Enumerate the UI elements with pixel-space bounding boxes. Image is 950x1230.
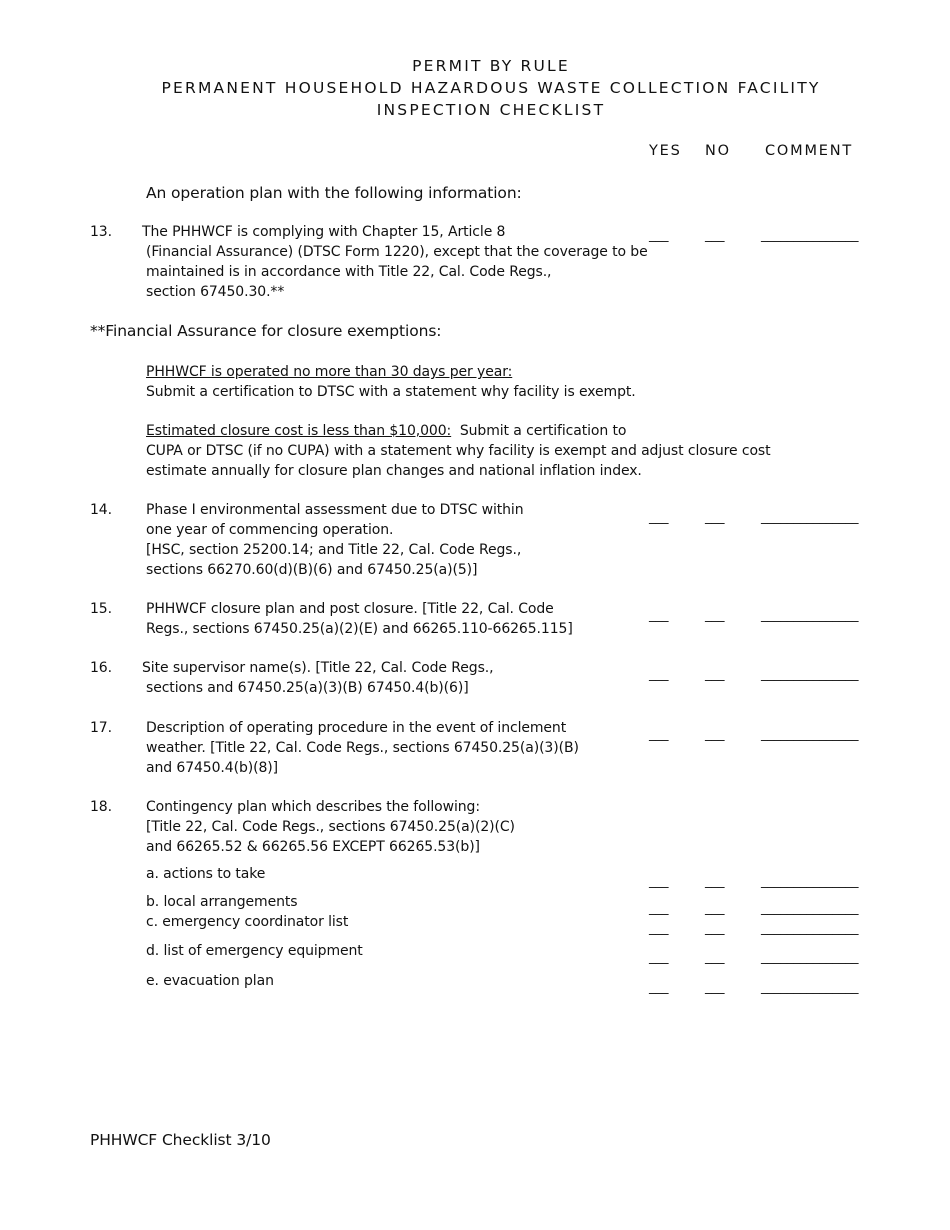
column-no-header: NO [705, 143, 731, 159]
item-18-number: 18. [90, 799, 112, 815]
item-17-line-1: Description of operating procedure in the event of inclement [146, 720, 567, 736]
column-yes-header: YES [649, 143, 682, 159]
item-18e-label: e. evacuation plan [146, 973, 274, 989]
item-13-number: 13. [90, 224, 112, 240]
item-18a-comment-blank[interactable]: _______________ [761, 874, 859, 889]
item-13-line-3: maintained is in accordance with Title 22, Cal. Code Regs., [146, 264, 552, 280]
item-16-no-blank[interactable]: ___ [705, 667, 725, 682]
item-18c-yes-blank[interactable]: ___ [649, 921, 669, 936]
item-13-line-1: The PHHWCF is complying with Chapter 15, Article 8 [142, 224, 506, 240]
item-16-line-2: sections and 67450.25(a)(3)(B) 67450.4(b)(6)] [146, 680, 469, 696]
exemption-2-line-3: estimate annually for closure plan changes and national inflation index. [146, 463, 642, 479]
item-13-comment-blank[interactable]: _______________ [761, 228, 859, 243]
item-13-no-blank[interactable]: ___ [705, 228, 725, 243]
item-17-line-3: and 67450.4(b)(8)] [146, 760, 278, 776]
item-18b-yes-blank[interactable]: ___ [649, 901, 669, 916]
item-16-number: 16. [90, 660, 112, 676]
item-18d-label: d. list of emergency equipment [146, 943, 363, 959]
exemption-2-condition: Estimated closure cost is less than $10,000: [146, 423, 452, 439]
item-15-comment-blank[interactable]: _______________ [761, 608, 859, 623]
item-17-yes-blank[interactable]: ___ [649, 727, 669, 742]
page-footer: PHHWCF Checklist 3/10 [90, 1131, 271, 1149]
item-18-line-3: and 66265.52 & 66265.56 EXCEPT 66265.53(b)] [146, 839, 480, 855]
item-18c-label: c. emergency coordinator list [146, 914, 349, 930]
item-15-yes-blank[interactable]: ___ [649, 608, 669, 623]
item-13-line-4: section 67450.30.** [146, 284, 285, 300]
item-18d-no-blank[interactable]: ___ [705, 950, 725, 965]
exemption-2-line-1 [146, 421, 626, 441]
item-18d-comment-blank[interactable]: _______________ [761, 950, 859, 965]
item-17-line-2: weather. [Title 22, Cal. Code Regs., sections 67450.25(a)(3)(B) [146, 740, 579, 756]
intro-text: An operation plan with the following information: [146, 184, 522, 202]
item-17-number: 17. [90, 720, 112, 736]
item-18e-comment-blank[interactable]: _______________ [761, 980, 859, 995]
item-15-no-blank[interactable]: ___ [705, 608, 725, 623]
item-18a-yes-blank[interactable]: ___ [649, 874, 669, 889]
item-18e-no-blank[interactable]: ___ [705, 980, 725, 995]
item-17-no-blank[interactable]: ___ [705, 727, 725, 742]
column-comment-header: COMMENT [765, 143, 854, 159]
item-16-comment-blank[interactable]: _______________ [761, 667, 859, 682]
item-18-line-2: [Title 22, Cal. Code Regs., sections 67450.25(a)(2)(C) [146, 819, 515, 835]
item-14-line-1: Phase I environmental assessment due to DTSC within [146, 502, 524, 518]
exemption-1-text: Submit a certification to DTSC with a statement why facility is exempt. [146, 384, 636, 400]
exemption-1-condition: PHHWCF is operated no more than 30 days per year: [146, 364, 513, 380]
item-14-number: 14. [90, 502, 112, 518]
item-18c-no-blank[interactable]: ___ [705, 921, 725, 936]
item-18-line-1: Contingency plan which describes the following: [146, 799, 480, 815]
item-16-yes-blank[interactable]: ___ [649, 667, 669, 682]
item-13-line-2: (Financial Assurance) (DTSC Form 1220), except that the coverage to be [146, 244, 648, 260]
item-15-line-2: Regs., sections 67450.25(a)(2)(E) and 66265.110-66265.115] [146, 621, 573, 637]
title-line-2: PERMANENT HOUSEHOLD HAZARDOUS WASTE COLLECTION FACILITY [161, 79, 821, 97]
item-14-yes-blank[interactable]: ___ [649, 510, 669, 525]
title-line-1: PERMIT BY RULE [412, 57, 570, 75]
item-18e-yes-blank[interactable]: ___ [649, 980, 669, 995]
exemption-2-text-1: Submit a certification to [459, 423, 627, 439]
item-14-no-blank[interactable]: ___ [705, 510, 725, 525]
exemption-2-line-2: CUPA or DTSC (if no CUPA) with a statement why facility is exempt and adjust closure cost [146, 443, 771, 459]
item-14-line-2: one year of commencing operation. [146, 522, 394, 538]
item-18d-yes-blank[interactable]: ___ [649, 950, 669, 965]
item-15-number: 15. [90, 601, 112, 617]
exemptions-heading: **Financial Assurance for closure exemptions: [90, 322, 442, 340]
item-18a-label: a. actions to take [146, 866, 266, 882]
item-15-line-1: PHHWCF closure plan and post closure. [Title 22, Cal. Code [146, 601, 554, 617]
item-14-comment-blank[interactable]: _______________ [761, 510, 859, 525]
item-17-comment-blank[interactable]: _______________ [761, 727, 859, 742]
item-18c-comment-blank[interactable]: _______________ [761, 921, 859, 936]
item-14-line-3: [HSC, section 25200.14; and Title 22, Cal. Code Regs., [146, 542, 522, 558]
item-18a-no-blank[interactable]: ___ [705, 874, 725, 889]
item-14-line-4: sections 66270.60(d)(B)(6) and 67450.25(a)(5)] [146, 562, 478, 578]
item-18b-comment-blank[interactable]: _______________ [761, 901, 859, 916]
title-line-3: INSPECTION CHECKLIST [376, 101, 606, 119]
item-13-yes-blank[interactable]: ___ [649, 228, 669, 243]
item-18b-label: b. local arrangements [146, 894, 298, 910]
item-16-line-1: Site supervisor name(s). [Title 22, Cal. Code Regs., [142, 660, 494, 676]
item-18b-no-blank[interactable]: ___ [705, 901, 725, 916]
